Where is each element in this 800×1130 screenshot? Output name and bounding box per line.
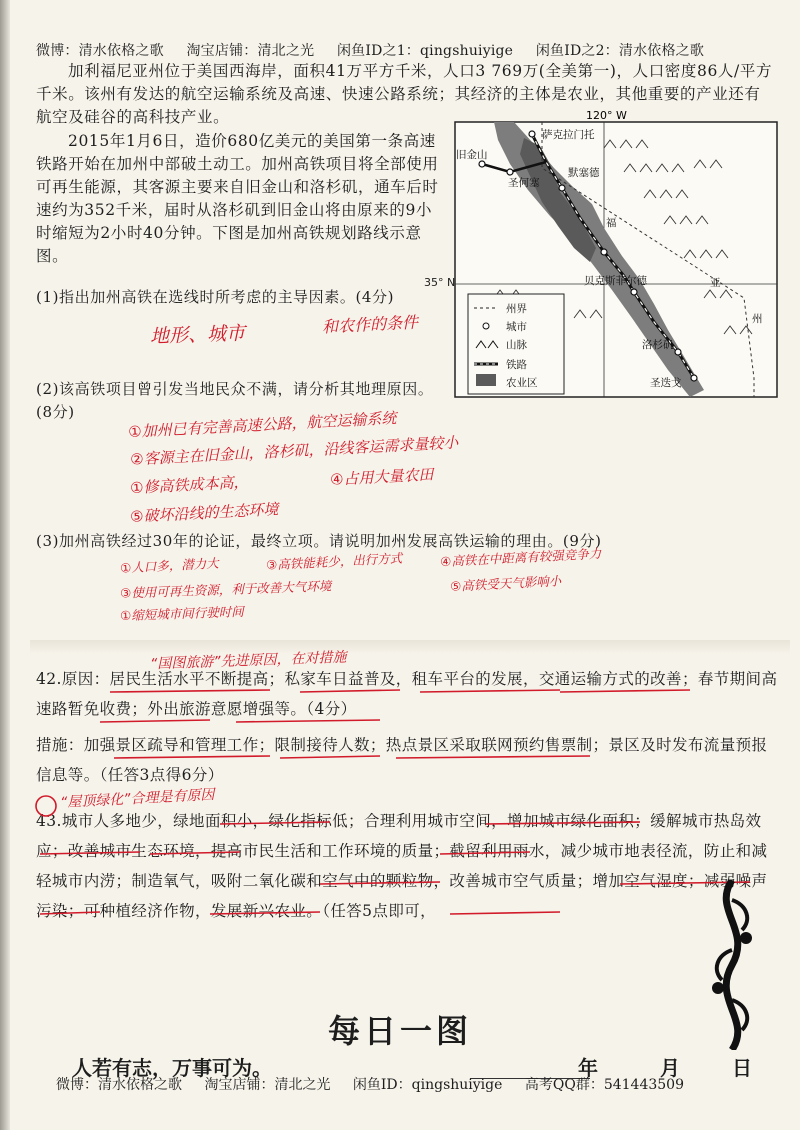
city-fresno: 福 xyxy=(606,217,617,229)
california-hsr-map xyxy=(454,108,778,398)
header-xianyu-1: 闲鱼ID之1：qingshuiyige xyxy=(336,43,514,59)
map-side-label-1: 亚 xyxy=(710,277,721,289)
city-san-jose: 圣何塞 xyxy=(508,177,540,189)
legend-city: 城市 xyxy=(506,321,527,333)
handwriting-q2-1: ①加州已有完善高速公路，航空运输系统 xyxy=(127,408,397,442)
footer-qq: 高考QQ群：541443509 xyxy=(524,1077,684,1093)
date-day-label: 日 xyxy=(732,1056,752,1080)
handwriting-q3-3: ④高铁在中距离有较强竞争力 xyxy=(439,545,602,570)
footer-xianyu: 闲鱼ID：qingshuiyige xyxy=(352,1077,503,1093)
handwriting-q3-5: ⑤高铁受天气影响小 xyxy=(449,573,562,594)
legend-state-border: 州界 xyxy=(506,303,527,315)
header-xianyu-2: 闲鱼ID之2：清水依格之歌 xyxy=(535,43,705,59)
handwriting-a43-note: “屋顶绿化”合理是有原因 xyxy=(59,786,215,812)
handwriting-q3-4: ③使用可再生资源，利于改善大气环境 xyxy=(119,578,332,601)
handwriting-q2-2: ②客源主在旧金山，洛杉矶，沿线客运需求量较小 xyxy=(129,433,459,469)
page-edge xyxy=(0,0,10,1130)
legend-farm: 农业区 xyxy=(506,377,538,389)
date-year-label: 年 xyxy=(578,1056,598,1080)
handwriting-q2-4: ④占用大量农田 xyxy=(329,465,434,489)
intro-paragraph-1: 加利福尼亚州位于美国西海岸，面积41万平方千米，人口3 769万(全美第一)，人口密度86人/平方千米。该州有发达的航空运输系统及高速、快速公路系统；其经济的主体是农业，其他重要的产业还有航空及硅谷的高科技产业。 xyxy=(36,62,773,126)
city-merced: 默塞德 xyxy=(568,167,600,179)
header-taobao: 淘宝店铺：清北之光 xyxy=(186,43,315,59)
handwriting-q3-6: ①缩短城市间行驶时间 xyxy=(119,603,244,624)
city-los-angeles: 洛杉矶 xyxy=(642,339,674,351)
handwriting-q2-5: ⑤破坏沿线的生态环境 xyxy=(129,500,279,526)
lat-label: 35° N xyxy=(424,276,456,289)
handwriting-q2-3: ①修高铁成本高， xyxy=(129,472,249,498)
handwriting-q1-b: 和农作的条件 xyxy=(321,312,419,337)
date-month-label: 月 xyxy=(660,1056,680,1080)
answer-42-reason: 42.原因：居民生活水平不断提高；私家车日益普及，租车平台的发展，交通运输方式的改善；春节期间高速路暂免收费；外出旅游意愿增强等。（4分） xyxy=(36,670,778,718)
header-weibo: 微博：清水依格之歌 xyxy=(36,43,164,59)
page-fold xyxy=(30,640,790,654)
question-3: (3)加州高铁经过30年的论证，最终立项。请说明加州发展高铁运输的理由。(9分) xyxy=(36,532,602,550)
lon-label: 120° W xyxy=(586,109,627,122)
footer-weibo: 微博：清水依格之歌 xyxy=(56,1077,182,1093)
answer-43: 43.城市人多地少，绿地面积小，绿化指标低；合理利用城市空间，增加城市绿化面积；缓解城市热岛效应；改善城市生态环境，提高市民生活和工作环境的质量；截留利用雨水，减少城市地表径流，防止和减轻城市内涝；制造氧气，吸附二氧化碳和空气中的颗粒物，改善城市空气质量；增加空气湿度；减弱噪声污染；可种植经济作物，发展新兴农业。（任答5点即可， xyxy=(36,812,768,920)
legend-mountain: 山脉 xyxy=(506,339,527,351)
legend-railway: 铁路 xyxy=(506,359,527,371)
city-bakersfield: 贝克斯菲尔德 xyxy=(584,275,647,287)
map-side-label-2: 州 xyxy=(752,313,763,325)
intro-paragraph-2: 2015年1月6日，造价680亿美元的美国第一条高速铁路开始在加州中部破土动工。加州高铁项目将全部使用可再生能源，其客源主要来自旧金山和洛杉矶，通车后时速约为352千米，届时从洛杉矶到旧金山将由原来的9小时缩短为2小时40分钟。下图是加州高铁规划路线示意图。 xyxy=(36,132,439,265)
footer-taobao: 淘宝店铺：清北之光 xyxy=(204,1077,331,1093)
handwriting-q3-2: ③高铁能耗少，出行方式 xyxy=(265,550,403,573)
daily-title: 每日一图 xyxy=(327,1012,472,1050)
answer-42-measure: 措施：加强景区疏导和管理工作；限制接待人数；热点景区采取联网预约售票制；景区及时发布流量预报信息等。（任答3点得6分） xyxy=(36,736,768,784)
city-san-francisco: 旧金山 xyxy=(456,149,488,161)
city-san-diego: 圣迭戈 xyxy=(650,377,682,389)
map-legend xyxy=(468,294,564,394)
footer-contact-line xyxy=(56,1074,776,1094)
handwriting-q1-a: 地形、城市 xyxy=(149,322,246,348)
motto: 人若有志，万事可为。 xyxy=(72,1056,272,1080)
question-1: (1)指出加州高铁在选线时所考虑的主导因素。(4分) xyxy=(36,288,395,306)
header-contact-line xyxy=(36,40,776,60)
handwriting-q3-1: ①人口多，潜力大 xyxy=(119,555,220,576)
question-2: (2)该高铁项目曾引发当地民众不满，请分析其地理原因。(8分) xyxy=(36,380,434,421)
city-sacramento: 萨克拉门托 xyxy=(542,129,595,141)
handwriting-a42-note: “国图旅游”先进原因，在对措施 xyxy=(149,649,347,673)
